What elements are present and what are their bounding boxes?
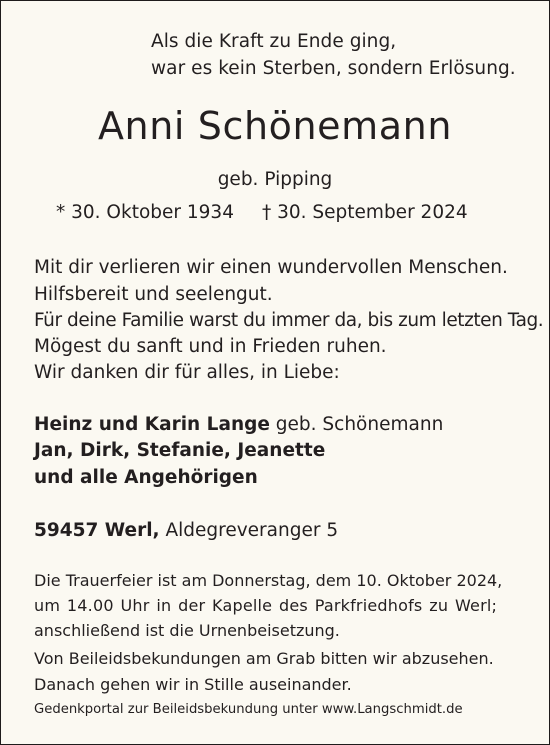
address-street: Aldegreveranger 5 xyxy=(159,520,339,541)
maiden-name: geb. Pipping xyxy=(217,169,333,190)
mourner-line-1 xyxy=(34,416,443,435)
motto-line-2: war es kein Sterben, sondern Erlösung. xyxy=(151,58,516,79)
message-line: Für deine Familie warst du immer da, bis zum letzten Tag. xyxy=(34,310,544,331)
address-city: 59457 Werl, xyxy=(34,520,160,541)
service-line: Von Beileidsbekundungen am Grab bitten wir abzusehen. xyxy=(34,649,494,668)
memorial-portal-note: Gedenkportal zur Beileidsbekundung unter www.Langschmidt.de xyxy=(34,702,463,717)
message-line: Mit dir verlieren wir einen wundervollen Menschen. xyxy=(34,257,508,278)
message-line: Mögest du sanft und in Frieden ruhen. xyxy=(34,336,387,357)
message-line: Hilfsbereit und seelengut. xyxy=(34,284,273,305)
death-date: † 30. September 2024 xyxy=(261,202,468,223)
service-line: um 14.00 Uhr in der Kapelle des Parkfriedhofs zu Werl; xyxy=(34,596,498,615)
service-line: anschließend ist die Urnenbeisetzung. xyxy=(34,621,340,640)
mourner-line-3: und alle Angehörigen xyxy=(34,467,258,488)
mourner-names: Heinz und Karin Lange xyxy=(34,414,270,435)
birth-date: * 30. Oktober 1934 xyxy=(56,202,234,223)
life-dates xyxy=(56,204,468,223)
service-line: Danach gehen wir in Stille auseinander. xyxy=(34,675,352,694)
mourner-maiden-name: geb. Schönemann xyxy=(269,414,444,435)
service-line: Die Trauerfeier ist am Donnerstag, dem 10. Oktober 2024, xyxy=(34,571,503,590)
motto-line-1: Als die Kraft zu Ende ging, xyxy=(151,31,397,52)
message-line: Wir danken dir für alles, in Liebe: xyxy=(34,362,340,383)
address xyxy=(34,522,338,541)
deceased-name: Anni Schönemann xyxy=(97,104,453,148)
mourner-line-2: Jan, Dirk, Stefanie, Jeanette xyxy=(34,440,326,461)
